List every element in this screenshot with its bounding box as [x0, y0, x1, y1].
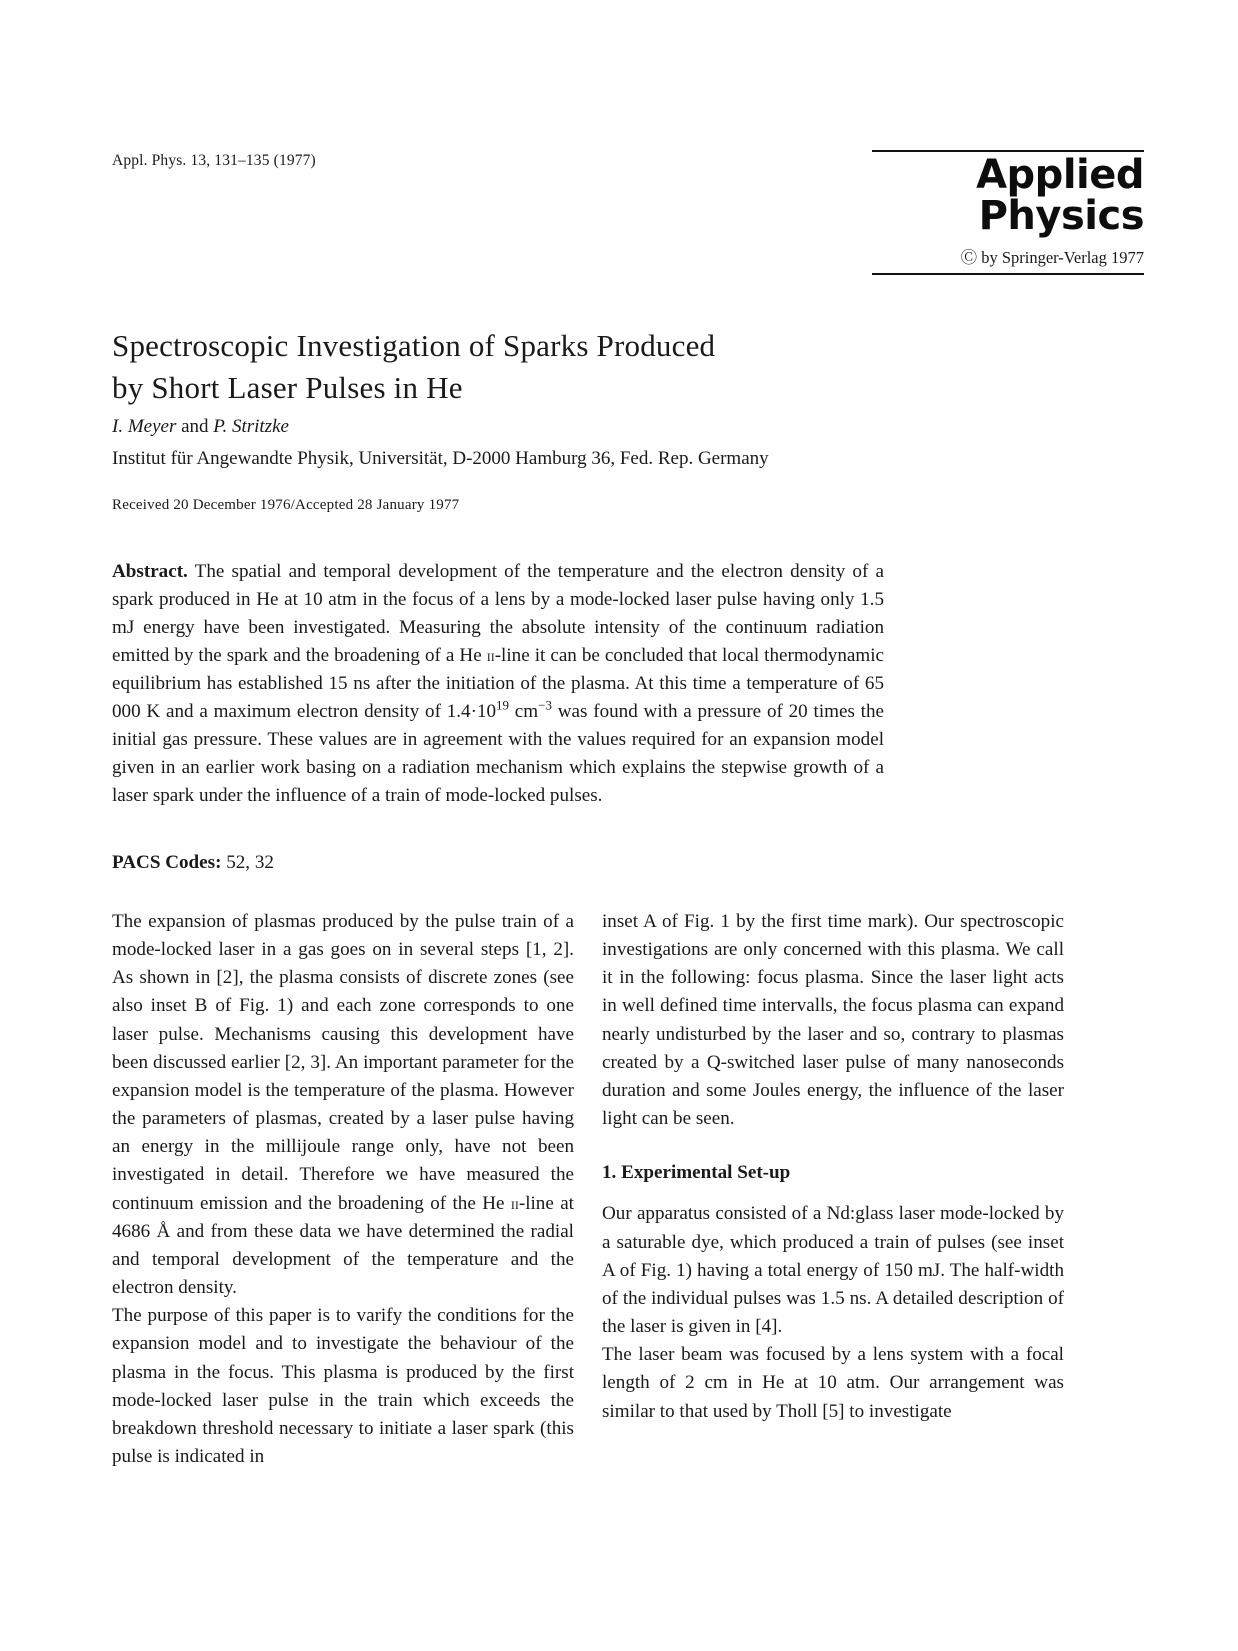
- abstract-label: Abstract.: [112, 561, 188, 582]
- body-column-left: [112, 908, 574, 1471]
- abstract-part-4: was found with a pressure of 20 times the initial gas pressure. These values are in agreement with the values required for an expansion model given in an earlier work basing on a radiation mechanism which explains the stepwise growth of a laser spark under the influence of a train of mode-locked pulses.: [112, 700, 884, 806]
- left-para1-he-numeral: ii: [510, 1192, 519, 1213]
- pacs-label: PACS Codes:: [112, 852, 222, 873]
- journal-logo-block: [872, 150, 1144, 275]
- right-paragraph-1: inset A of Fig. 1 by the first time mark). Our spectroscopic investigations are only concerned with this plasma. We call it in the following: focus plasma. Since the laser light acts in well defined time intervalls, the focus plasma can expand nearly undisturbed by the laser and so, contrary to plasmas created by a Q-switched laser pulse of many nanoseconds duration and some Joules energy, the influence of the laser light can be seen.: [602, 911, 1064, 1130]
- title-line-1: Spectroscopic Investigation of Sparks Produced: [112, 328, 716, 363]
- received-accepted-dates: Received 20 December 1976/Accepted 28 January 1977: [112, 497, 460, 513]
- left-para1-text: The expansion of plasmas produced by the pulse train of a mode-locked laser in a gas goes on in several steps [1, 2]. As shown in [2], the plasma consists of discrete zones (see also inset B of Fig. 1) and each zone corresponds to one laser pulse. Mechanisms causing this development have been discussed earlier [2, 3]. An important parameter for the expansion model is the temperature of the plasma. However the parameters of plasmas, created by a laser pulse having an energy in the millijoule range only, have not been investigated in detail. Therefore we have measured the continuum emission and the broadening of the He: [112, 911, 574, 1214]
- pacs-codes: [112, 852, 274, 874]
- author-conjunction: and: [176, 416, 214, 437]
- logo-bottom-rule: [872, 273, 1144, 275]
- page-title: [112, 325, 942, 409]
- left-para1-continued: -line at 4686 Å and from these data we have determined the radial and temporal development of the temperature and the electron density.: [112, 1192, 574, 1299]
- abstract-exponent-2: −3: [538, 697, 552, 713]
- abstract-he-numeral: ii: [486, 644, 495, 665]
- journal-copyright: Ⓒ by Springer-Verlag 1977: [960, 248, 1144, 268]
- author-2: P. Stritzke: [213, 416, 289, 437]
- author-1: I. Meyer: [112, 416, 177, 437]
- right-paragraph-3: The laser beam was focused by a lens system with a focal length of 2 cm in He at 10 atm. Our arrangement was similar to that used by Tholl [5] to investigate: [602, 1344, 1064, 1422]
- abstract-part-2: -line it can be concluded that local thermodynamic equilibrium has established 15 ns after the initiation of the plasma. At this time a temperature of 65 000 K and a maximum electron density of 1.4·10: [112, 644, 885, 722]
- left-paragraph-2: The purpose of this paper is to varify the conditions for the expansion model and to investigate the behaviour of the plasma in the focus. This plasma is produced by the first mode-locked laser pulse in the train which exceeds the breakdown threshold necessary to initiate a laser spark (this pulse is indicated in: [112, 1305, 574, 1467]
- right-paragraph-2: Our apparatus consisted of a Nd:glass laser mode-locked by a saturable dye, which produced a train of pulses (see inset A of Fig. 1) having a total energy of 150 mJ. The half-width of the individual pulses was 1.5 ns. A detailed description of the laser is given in [4].: [602, 1203, 1064, 1338]
- journal-name-line1: Applied: [976, 152, 1144, 198]
- abstract-exponent-1: 19: [496, 697, 510, 713]
- running-head: Appl. Phys. 13, 131–135 (1977): [112, 152, 316, 169]
- journal-name-line2: Physics: [978, 192, 1144, 239]
- abstract-part-1: The spatial and temporal development of the temperature and the electron density of a spark produced in He at 10 atm in the focus of a lens by a mode-locked laser pulse having only 1.5 mJ energy have been investigated. Measuring the absolute intensity of the continuum radiation emitted by the spark and the broadening of a He: [112, 561, 884, 666]
- pacs-value: 52, 32: [221, 852, 274, 873]
- section-heading-experimental-setup: 1. Experimental Set-up: [602, 1162, 791, 1184]
- body-column-right: [602, 908, 1064, 1426]
- abstract: [112, 558, 884, 810]
- left-paragraph-1: [112, 908, 574, 1302]
- title-line-2: by Short Laser Pulses in He: [112, 369, 463, 405]
- author-list: [112, 416, 289, 438]
- affiliation: Institut für Angewandte Physik, Universität, D-2000 Hamburg 36, Fed. Rep. Germany: [112, 448, 769, 469]
- abstract-part-3: cm: [509, 700, 539, 722]
